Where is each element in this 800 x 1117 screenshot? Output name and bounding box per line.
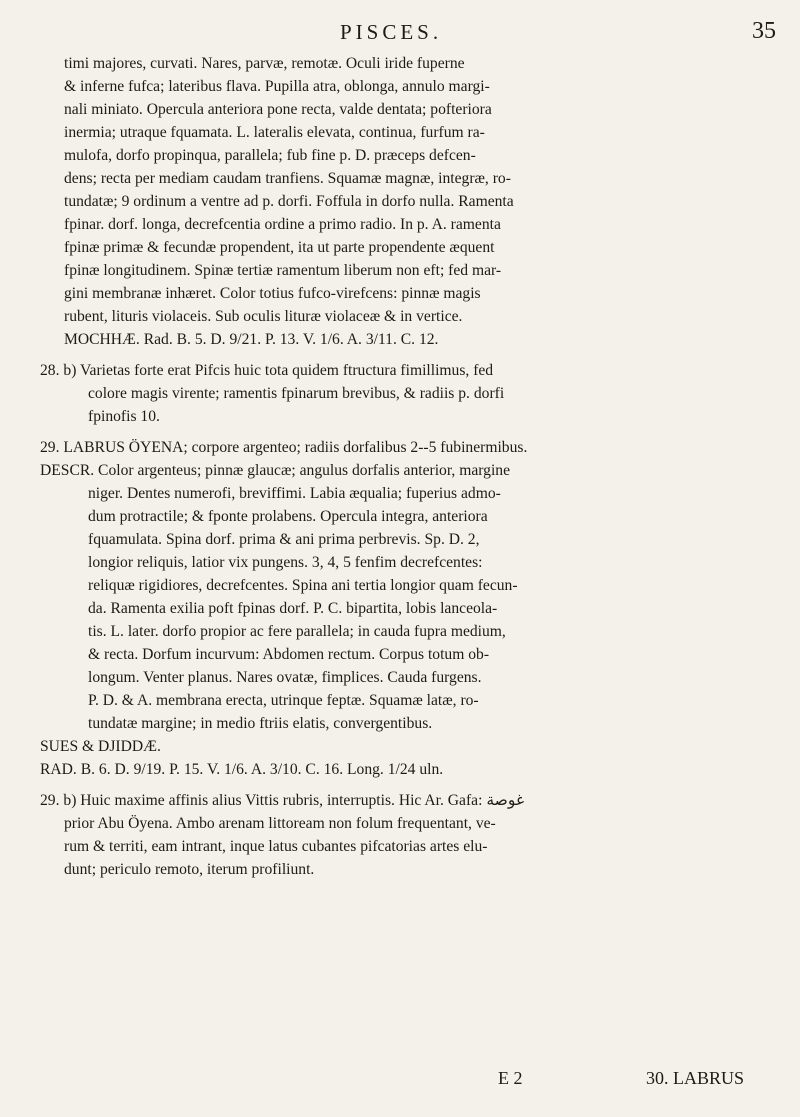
text-line: prior Abu Öyena. Ambo arenam littoream non folum frequentant, ve- bbox=[64, 815, 496, 832]
text-line: rum & territi, eam intrant, inque latus cubantes pifcatorias artes elu- bbox=[64, 838, 488, 855]
text-line: DESCR. Color argenteus; pinnæ glaucæ; angulus dorfalis anterior, margine bbox=[40, 462, 511, 479]
text-line: fpinofis 10. bbox=[88, 408, 160, 425]
text-line: inermia; utraque fquamata. L. lateralis elevata, continua, furfum ra- bbox=[64, 124, 485, 141]
text-line: timi majores, curvati. Nares, parvæ, remotæ. Oculi iride fuperne bbox=[64, 55, 465, 72]
text-line: fpinæ longitudinem. Spinæ tertiæ ramentum liberum non eft; fed mar- bbox=[64, 262, 502, 279]
page-number: 35 bbox=[752, 18, 776, 44]
text-line: gini membranæ inhæret. Color totius fufco-virefcens: pinnæ magis bbox=[64, 285, 481, 302]
page-header bbox=[0, 14, 800, 48]
text-line: tundatæ; 9 ordinum a ventre ad p. dorfi. Foffula in dorfo nulla. Ramenta bbox=[64, 193, 514, 210]
text-line: reliquæ rigidiores, decrefcentes. Spina ani tertia longior quam fecun- bbox=[88, 577, 518, 594]
entry-28b-heading: 28. b) Varietas forte erat Pifcis huic tota quidem ftructura fimillimus, fed bbox=[40, 362, 494, 379]
text-line: longum. Venter planus. Nares ovatæ, fimplices. Cauda furgens. bbox=[88, 669, 482, 686]
text-line: longior reliquis, latior vix pungens. 3, 4, 5 fenfim decrefcentes: bbox=[88, 554, 483, 571]
rad-formula-line: RAD. B. 6. D. 9/19. P. 15. V. 1/6. A. 3/10. C. 16. Long. 1/24 uln. bbox=[40, 761, 444, 778]
text-line: mulofa, dorfo propinqua, parallela; fub fine p. D. præceps defcen- bbox=[64, 147, 476, 164]
text-line: niger. Dentes numerofi, breviffimi. Labia æqualia; fuperius admo- bbox=[88, 485, 501, 502]
rad-formula-line: MOCHHÆ. Rad. B. 5. D. 9/21. P. 13. V. 1/6. A. 3/11. C. 12. bbox=[64, 331, 439, 348]
text-line: nali miniato. Opercula anteriora pone recta, valde dentata; pofteriora bbox=[64, 101, 492, 118]
locality-line: SUES & DJIDDÆ. bbox=[40, 738, 161, 755]
text-line: P. D. & A. membrana erecta, utrinque feptæ. Squamæ latæ, ro- bbox=[88, 692, 479, 709]
text-line: fquamulata. Spina dorf. prima & ani prima perbrevis. Sp. D. 2, bbox=[88, 531, 480, 548]
page-body bbox=[40, 52, 780, 881]
text-line: fpinæ primæ & fecundæ propendent, ita ut parte propendente æquent bbox=[64, 239, 495, 256]
page-footer bbox=[0, 1068, 800, 1098]
text-line: tundatæ margine; in medio ftriis elatis, convergentibus. bbox=[88, 715, 433, 732]
text-line: colore magis virente; ramentis fpinarum brevibus, & radiis p. dorfi bbox=[88, 385, 505, 402]
entry-29b-heading: 29. b) Huic maxime affinis alius Vittis rubris, interruptis. Hic Ar. Gafa: غوصة bbox=[40, 792, 525, 809]
text-line: & recta. Dorfum incurvum: Abdomen rectum. Corpus totum ob- bbox=[88, 646, 490, 663]
text-line: dunt; periculo remoto, iterum profiliunt. bbox=[64, 861, 315, 878]
text-line: & inferne fufca; lateribus flava. Pupilla atra, oblonga, annulo margi- bbox=[64, 78, 490, 95]
entry-29-heading: 29. LABRUS ÖYENA; corpore argenteo; radiis dorfalibus 2--5 fubinermibus. bbox=[40, 439, 528, 456]
text-line: dum protractile; & fponte prolabens. Opercula integra, anteriora bbox=[88, 508, 488, 525]
text-line: tis. L. later. dorfo propior ac fere parallela; in cauda fupra medium, bbox=[88, 623, 506, 640]
text-line: da. Ramenta exilia poft fpinas dorf. P. C. bipartita, lobis lanceola- bbox=[88, 600, 498, 617]
text-line: dens; recta per mediam caudam tranfiens. Squamæ magnæ, integræ, ro- bbox=[64, 170, 511, 187]
text-line: fpinar. dorf. longa, decrefcentia ordine a primo radio. In p. A. ramenta bbox=[64, 216, 501, 233]
text-line: rubent, lituris violaceis. Sub oculis lituræ violaceæ & in vertice. bbox=[64, 308, 463, 325]
catchword: 30. LABRUS bbox=[646, 1068, 745, 1088]
running-title: PISCES. bbox=[340, 20, 443, 44]
signature-mark: E 2 bbox=[498, 1068, 523, 1088]
